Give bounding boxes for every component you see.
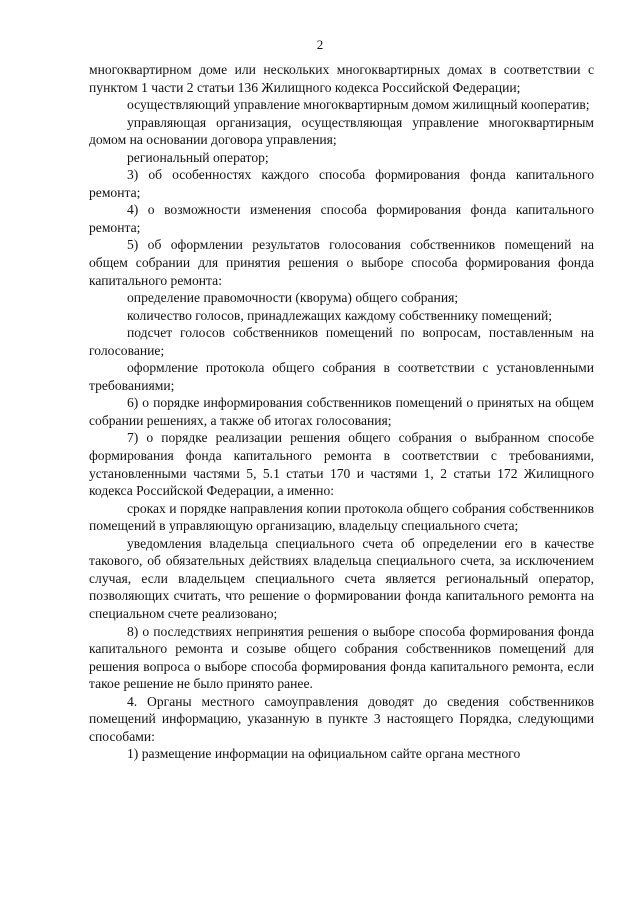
paragraph: 4. Органы местного самоуправления доводят до сведения собственников помещений информацию, указанную в пункте 3 настоящего Порядка, следующими способами: [89,693,594,744]
paragraph: 6) о порядке информирования собственников помещений о принятых на общем собрании решениях, а также об итогах голосования; [89,395,594,428]
paragraph: региональный оператор; [127,149,269,165]
paragraph: 4) о возможности изменения способа формирования фонда капитального ремонта; [89,202,594,235]
paragraph: 1) размещение информации на официальном сайте органа местного [127,746,521,762]
paragraph: определение правомочности (кворума) общего собрания; [127,290,459,306]
paragraph: 7) о порядке реализации решения общего собрания о выбранном способе формирования фонда капитального ремонта в соответствии с требованиями, установленными частями 5, 5.1 статьи 170 и частями 1, 2 статьи 172 Жилищного кодекса Российской Федерации, а именно: [89,430,594,499]
paragraph: количество голосов, принадлежащих каждому собственнику помещений; [127,307,553,323]
document-body [89,61,594,763]
paragraph: уведомления владельца специального счета об определении его в качестве такового, об обязательных действиях владельца специального счета, за исключением случая, если владельцем специального счета является региональный оператор, позволяющих считать, что решение о формировании фонда капитального ремонта на специальном счете реализовано; [89,535,594,621]
paragraph: управляющая организация, осуществляющая управление многоквартирным домом на основании договора управления; [89,114,594,148]
paragraph: 8) о последствиях непринятия решения о выборе способа формирования фонда капитального ремонта и созыве общего собрания собственников помещений для решения вопроса о выборе способа формирования фонда капитального ремонта, если такое решение не было принято ранее. [89,623,594,692]
paragraph: сроках и порядке направления копии протокола общего собрания собственников помещений в управляющую организацию, владельцу специального счета; [89,500,594,534]
paragraph: подсчет голосов собственников помещений по вопросам, поставленным на голосование; [89,325,594,358]
paragraph: осуществляющий управление многоквартирным домом жилищный кооператив; [127,97,590,113]
paragraph: 5) об оформлении результатов голосования собственников помещений на общем собрании для принятия решения о выборе способа формирования фонда капитального ремонта: [89,237,594,288]
paragraph: 3) об особенностях каждого способа формирования фонда капитального ремонта; [89,167,594,200]
paragraph: многоквартирном доме или нескольких многоквартирных домах в соответствии с пунктом 1 части 2 статьи 136 Жилищного кодекса Российской Федерации; [89,62,594,95]
page-number: 2 [316,37,324,52]
paragraph: оформление протокола общего собрания в соответствии с установленными требованиями; [89,360,594,393]
